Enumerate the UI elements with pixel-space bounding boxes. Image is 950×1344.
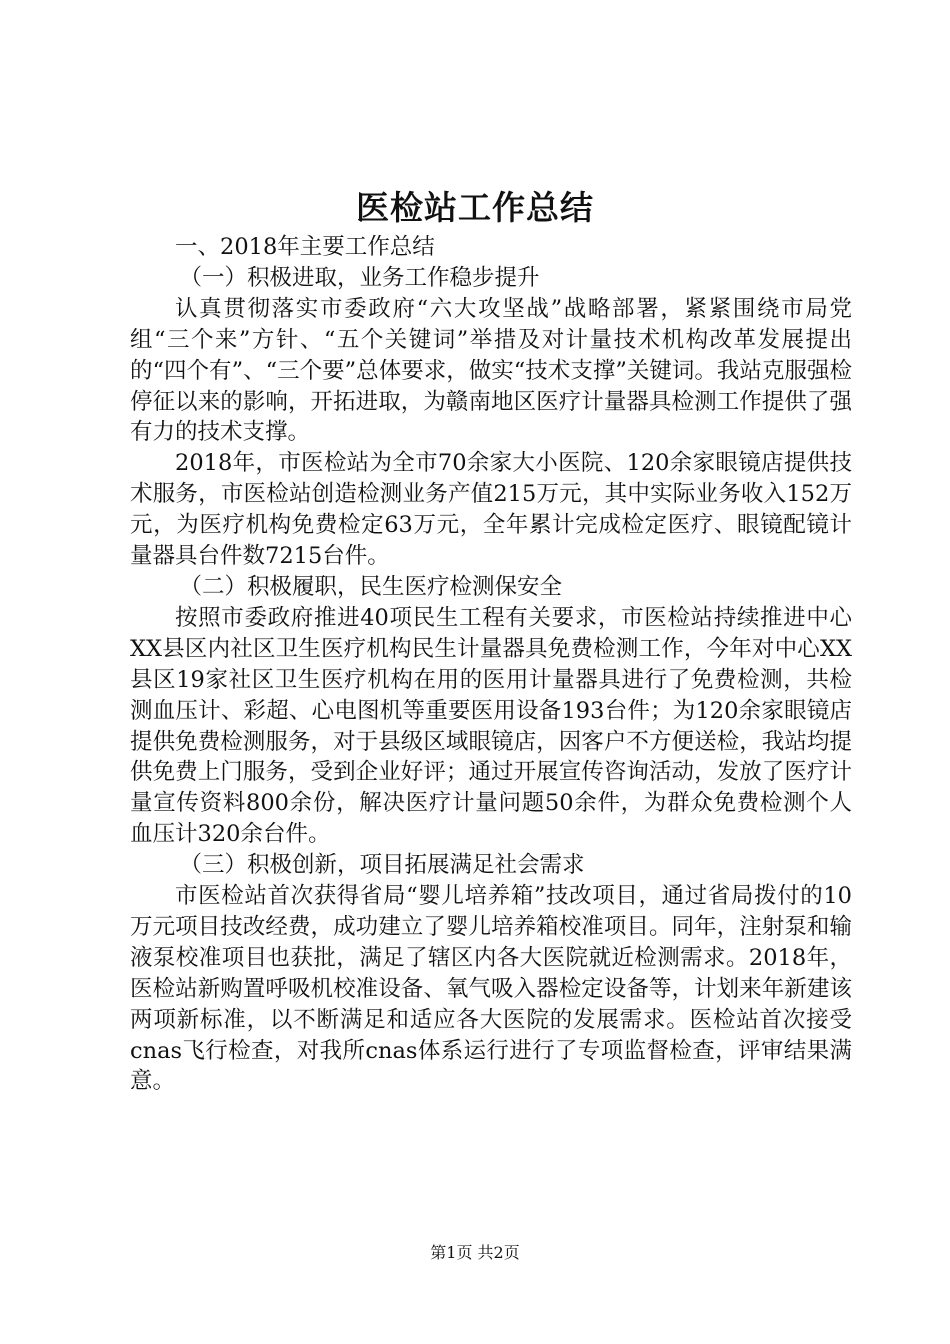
subsection-heading: （二）积极履职，民生医疗检测保安全 xyxy=(179,573,563,600)
page-number-footer: 第1页 共2页 xyxy=(430,1243,520,1262)
document-body xyxy=(130,232,852,1097)
subsection-heading: （三）积极创新，项目拓展满足社会需求 xyxy=(179,852,585,879)
section-heading: 一、2018年主要工作总结 xyxy=(175,234,435,260)
body-paragraph: 认真贯彻落实市委政府“六大攻坚战”战略部署，紧紧围绕市局党组“三个来”方针、“五个关键词”举措及对计量技术机构改革发展提出的“四个有”、“三个要”总体要求，做实“技术支撑”关键词。我站克服强检停征以来的影响，开拓进取，为赣南地区医疗计量器具检测工作提供了强有力的技术支撑。 xyxy=(130,295,852,446)
body-paragraph: 2018年，市医检站为全市70余家大小医院、120余家眼镜店提供技术服务，市医检站创造检测业务产值215万元，其中实际业务收入152万元，为医疗机构免费检定63万元，全年累计完成检定医疗、眼镜配镜计量器具台件数7215台件。 xyxy=(130,450,852,570)
document-title: 医检站工作总结 xyxy=(356,188,594,227)
body-paragraph: 市医检站首次获得省局“婴儿培养箱”技改项目，通过省局拨付的10万元项目技改经费，成功建立了婴儿培养箱校准项目。同年，注射泵和输液泵校准项目也获批，满足了辖区内各大医院就近检测需求。2018年，医检站新购置呼吸机校准设备、氧气吸入器检定设备等，计划来年新建该两项新标准，以不断满足和适应各大医院的发展需求。医检站首次接受cnas飞行检查，对我所cnas体系运行进行了专项监督检查，评审结果满意。 xyxy=(130,883,852,1095)
subsection-heading: （一）积极进取，业务工作稳步提升 xyxy=(179,264,540,291)
body-paragraph: 按照市委政府推进40项民生工程有关要求，市医检站持续推进中心XX县区内社区卫生医疗机构民生计量器具免费检测工作，今年对中心XX县区19家社区卫生医疗机构在用的医用计量器具进行了免费检测，共检测血压计、彩超、心电图机等重要医用设备193台件；为120余家眼镜店提供免费检测服务，对于县级区域眼镜店，因客户不方便送检，我站均提供免费上门服务，受到企业好评；通过开展宣传咨询活动，发放了医疗计量宣传资料800余份，解决医疗计量问题50余件，为群众免费检测个人血压计320余台件。 xyxy=(130,604,852,848)
